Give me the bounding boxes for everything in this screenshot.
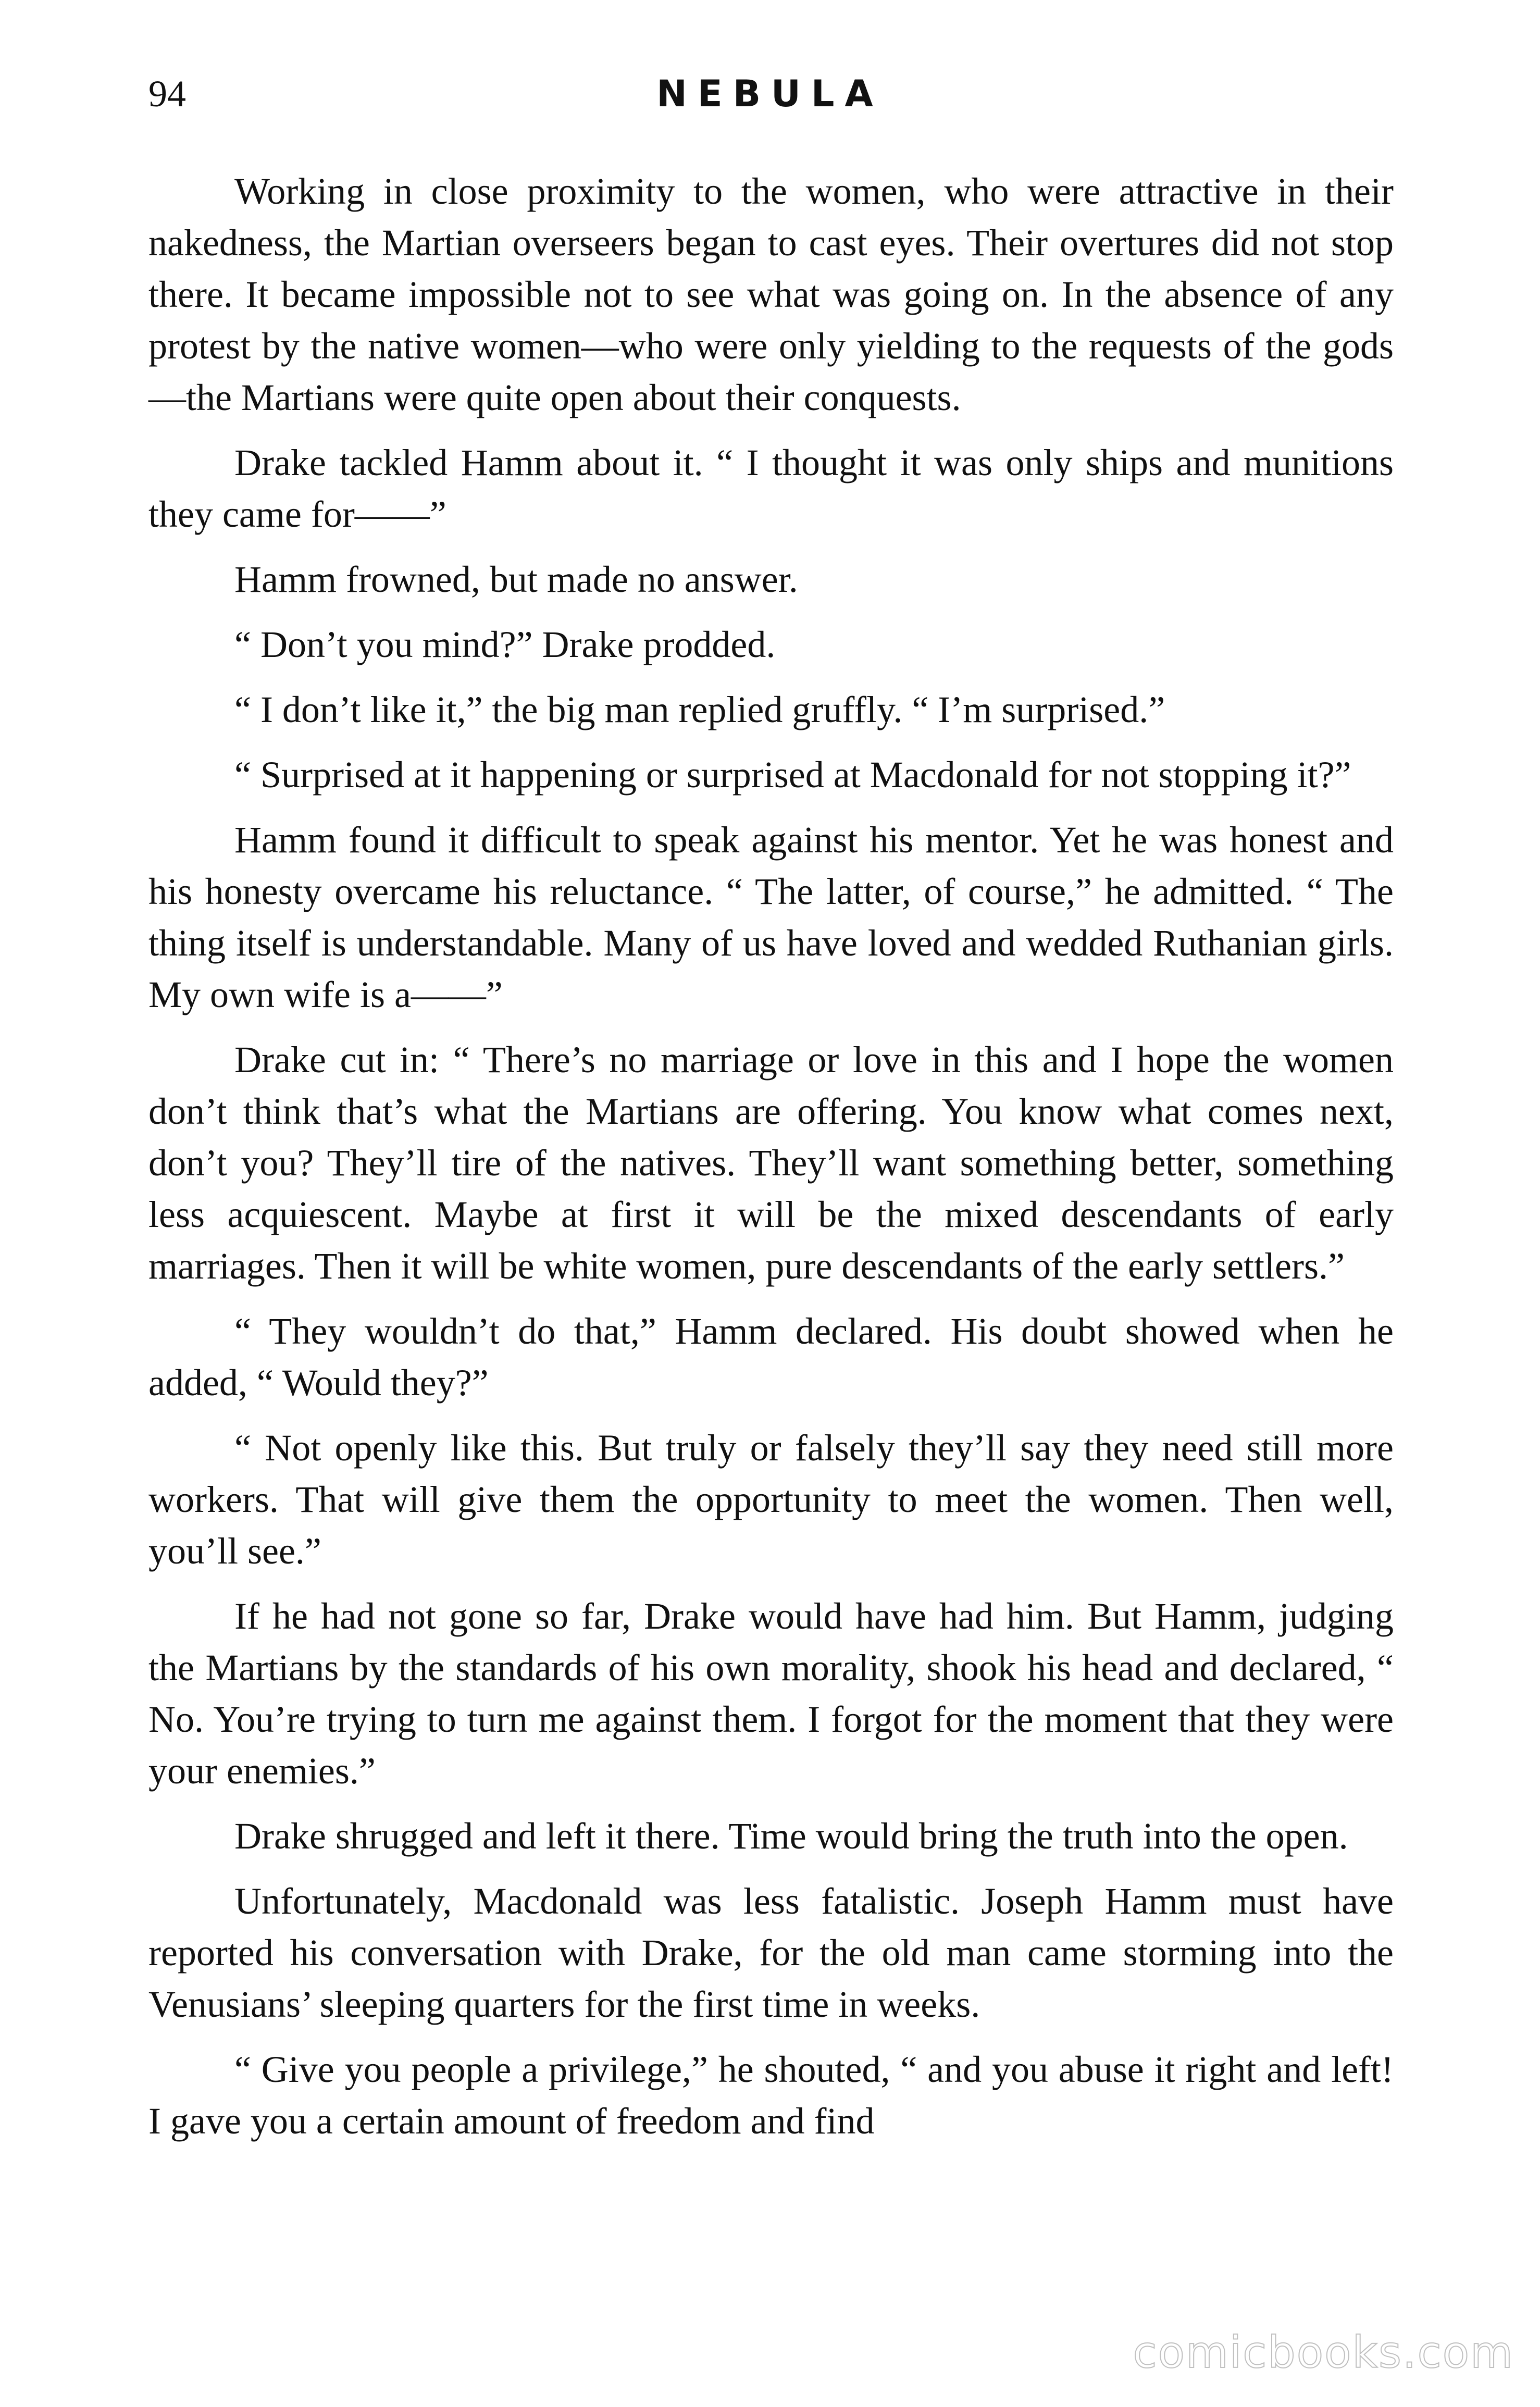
running-title: NEBULA: [656, 72, 884, 115]
page-number: 94: [148, 73, 186, 115]
paragraph: “ Give you people a privilege,” he shouted, “ and you abuse it right and left! I gave you a certain amount of freedom and find: [148, 2049, 1394, 2142]
paragraph: “ I don’t like it,” the big man replied gruffly. “ I’m surprised.”: [234, 689, 1165, 730]
paragraph: “ Don’t you mind?” Drake prodded.: [234, 624, 776, 665]
paragraph: Hamm frowned, but made no answer.: [234, 559, 798, 600]
paragraph: Drake tackled Hamm about it. “ I thought it was only ships and munitions they came for——”: [148, 442, 1394, 535]
paragraph: “ They wouldn’t do that,” Hamm declared. His doubt showed when he added, “ Would they?”: [148, 1310, 1394, 1404]
paragraph: Hamm found it difficult to speak against his mentor. Yet he was honest and his honesty overcame his reluctance. “ The latter, of course,” he admitted. “ The thing itself is understandable. Many of us have loved and wedded Ruthanian girls. My own wife is a——”: [148, 819, 1394, 1015]
paragraph: “ Not openly like this. But truly or falsely they’ll say they need still more workers. That will give them the opportunity to meet the women. Then well, you’ll see.”: [148, 1427, 1394, 1572]
paragraph: Working in close proximity to the women, who were attractive in their nakedness, the Martian overseers began to cast eyes. Their overtures did not stop there. It became impossible not to see what was going on. In the absence of any protest by the native women—who were only yielding to the requests of the gods—the Martians were quite open about their conquests.: [148, 170, 1394, 418]
paragraph: Drake shrugged and left it there. Time would bring the truth into the open.: [234, 1815, 1348, 1857]
page-header: [148, 63, 1392, 125]
paragraph: If he had not gone so far, Drake would have had him. But Hamm, judging the Martians by the standards of his own morality, shook his head and declared, “ No. You’re trying to turn me against them. I forgot for the moment that they were your enemies.”: [148, 1595, 1394, 1792]
watermark: comicbooks.com: [1133, 2327, 1514, 2378]
paragraph: Drake cut in: “ There’s no marriage or love in this and I hope the women don’t think that’s what the Martians are offering. You know what comes next, don’t you? They’ll tire of the natives. They’ll want something better, something less acquiescent. Maybe at first it will be the mixed descendants of early marriages. Then it will be white women, pure descendants of the early settlers.”: [148, 1039, 1394, 1287]
paragraph: “ Surprised at it happening or surprised at Macdonald for not stopping it?”: [234, 754, 1351, 796]
body-text: [148, 166, 1394, 2161]
paragraph: Unfortunately, Macdonald was less fatalistic. Joseph Hamm must have reported his conversation with Drake, for the old man came storming into the Venusians’ sleeping quarters for the first time in weeks.: [148, 1880, 1394, 2025]
